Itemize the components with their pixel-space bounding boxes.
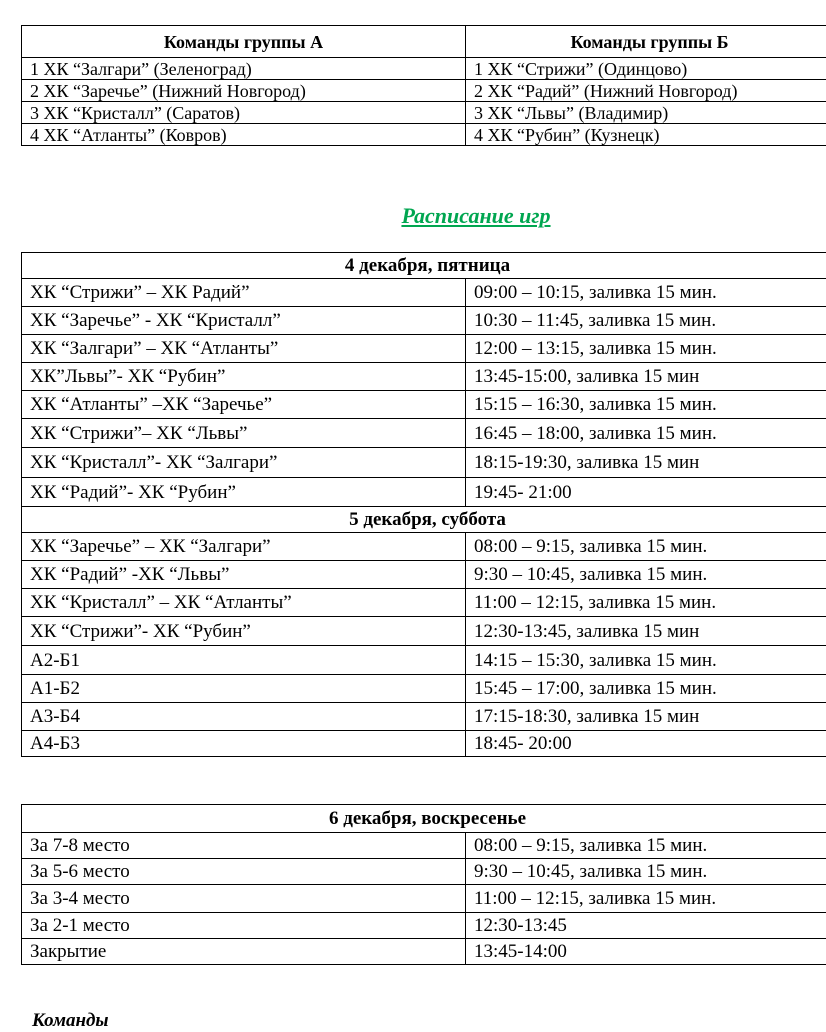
group-a-header: Команды группы А	[22, 26, 466, 58]
table-row	[22, 448, 826, 478]
day-title: 4 декабря, пятница	[22, 253, 826, 279]
table-row	[22, 913, 826, 939]
match-cell: ХК “Кристалл” – ХК “Атланты”	[22, 589, 466, 617]
teams-table	[21, 25, 826, 146]
match-cell: А4-Б3	[22, 731, 466, 757]
table-row	[22, 617, 826, 646]
schedule-title: Расписание игр	[0, 203, 826, 229]
group-b-team: 1 ХК “Стрижи” (Одинцово)	[466, 58, 826, 80]
group-b-team: 2 ХК “Радий” (Нижний Новгород)	[466, 80, 826, 102]
time-cell: 19:45- 21:00	[466, 478, 826, 507]
day-title: 5 декабря, суббота	[22, 507, 826, 533]
table-row	[22, 533, 826, 561]
time-cell: 9:30 – 10:45, заливка 15 мин.	[466, 561, 826, 589]
schedule-table	[21, 252, 826, 757]
table-row	[22, 307, 826, 335]
time-cell: 9:30 – 10:45, заливка 15 мин.	[466, 859, 826, 885]
sunday-table	[21, 804, 826, 965]
time-cell: 18:45- 20:00	[466, 731, 826, 757]
match-cell: А3-Б4	[22, 703, 466, 731]
table-row	[22, 335, 826, 363]
time-cell: 08:00 – 9:15, заливка 15 мин.	[466, 533, 826, 561]
table-row	[22, 58, 826, 80]
time-cell: 12:30-13:45	[466, 913, 826, 939]
match-cell: ХК “Стрижи” – ХК Радий”	[22, 279, 466, 307]
day-header-row	[22, 253, 826, 279]
group-a-team: 2 ХК “Заречье” (Нижний Новгород)	[22, 80, 466, 102]
table-row	[22, 589, 826, 617]
table-row	[22, 885, 826, 913]
group-b-team: 4 ХК “Рубин” (Кузнецк)	[466, 124, 826, 146]
day-header-row	[22, 805, 826, 833]
table-row	[22, 731, 826, 757]
table-row	[22, 703, 826, 731]
time-cell: 09:00 – 10:15, заливка 15 мин.	[466, 279, 826, 307]
match-cell: За 3-4 место	[22, 885, 466, 913]
table-row	[22, 939, 826, 965]
match-cell: ХК “Кристалл”- ХК “Залгари”	[22, 448, 466, 478]
match-cell: ХК “Стрижи”– ХК “Львы”	[22, 419, 466, 448]
teams-header-row	[22, 26, 826, 58]
table-row	[22, 646, 826, 675]
match-cell: ХК “Залгари” – ХК “Атланты”	[22, 335, 466, 363]
match-cell: ХК “Радий” -ХК “Львы”	[22, 561, 466, 589]
time-cell: 11:00 – 12:15, заливка 15 мин.	[466, 589, 826, 617]
match-cell: Закрытие	[22, 939, 466, 965]
table-row	[22, 419, 826, 448]
group-b-team: 3 ХК “Львы” (Владимир)	[466, 102, 826, 124]
time-cell: 15:45 – 17:00, заливка 15 мин.	[466, 675, 826, 703]
time-cell: 13:45-15:00, заливка 15 мин	[466, 363, 826, 391]
table-row	[22, 363, 826, 391]
time-cell: 15:15 – 16:30, заливка 15 мин.	[466, 391, 826, 419]
table-row	[22, 478, 826, 507]
match-cell: За 5-6 место	[22, 859, 466, 885]
match-cell: ХК”Львы”- ХК “Рубин”	[22, 363, 466, 391]
table-row	[22, 561, 826, 589]
time-cell: 12:00 – 13:15, заливка 15 мин.	[466, 335, 826, 363]
table-row	[22, 279, 826, 307]
time-cell: 17:15-18:30, заливка 15 мин	[466, 703, 826, 731]
group-a-team: 3 ХК “Кристалл” (Саратов)	[22, 102, 466, 124]
match-cell: А1-Б2	[22, 675, 466, 703]
table-row	[22, 124, 826, 146]
time-cell: 16:45 – 18:00, заливка 15 мин.	[466, 419, 826, 448]
time-cell: 14:15 – 15:30, заливка 15 мин.	[466, 646, 826, 675]
time-cell: 11:00 – 12:15, заливка 15 мин.	[466, 885, 826, 913]
table-row	[22, 833, 826, 859]
time-cell: 12:30-13:45, заливка 15 мин	[466, 617, 826, 646]
match-cell: ХК “Стрижи”- ХК “Рубин”	[22, 617, 466, 646]
day-header-row	[22, 507, 826, 533]
match-cell: За 2-1 место	[22, 913, 466, 939]
match-cell: ХК “Заречье” – ХК “Залгари”	[22, 533, 466, 561]
table-row	[22, 80, 826, 102]
time-cell: 08:00 – 9:15, заливка 15 мин.	[466, 833, 826, 859]
day-title: 6 декабря, воскресенье	[22, 805, 826, 833]
group-a-team: 4 ХК “Атланты” (Ковров)	[22, 124, 466, 146]
table-row	[22, 391, 826, 419]
table-row	[22, 675, 826, 703]
time-cell: 10:30 – 11:45, заливка 15 мин.	[466, 307, 826, 335]
match-cell: ХК “Заречье” - ХК “Кристалл”	[22, 307, 466, 335]
match-cell: ХК “Атланты” –ХК “Заречье”	[22, 391, 466, 419]
group-a-team: 1 ХК “Залгари” (Зеленоград)	[22, 58, 466, 80]
time-cell: 18:15-19:30, заливка 15 мин	[466, 448, 826, 478]
table-row	[22, 102, 826, 124]
table-row	[22, 859, 826, 885]
group-b-header: Команды группы Б	[466, 26, 826, 58]
match-cell: За 7-8 место	[22, 833, 466, 859]
time-cell: 13:45-14:00	[466, 939, 826, 965]
match-cell: ХК “Радий”- ХК “Рубин”	[22, 478, 466, 507]
match-cell: А2-Б1	[22, 646, 466, 675]
footer-text: Команды	[32, 1010, 109, 1032]
